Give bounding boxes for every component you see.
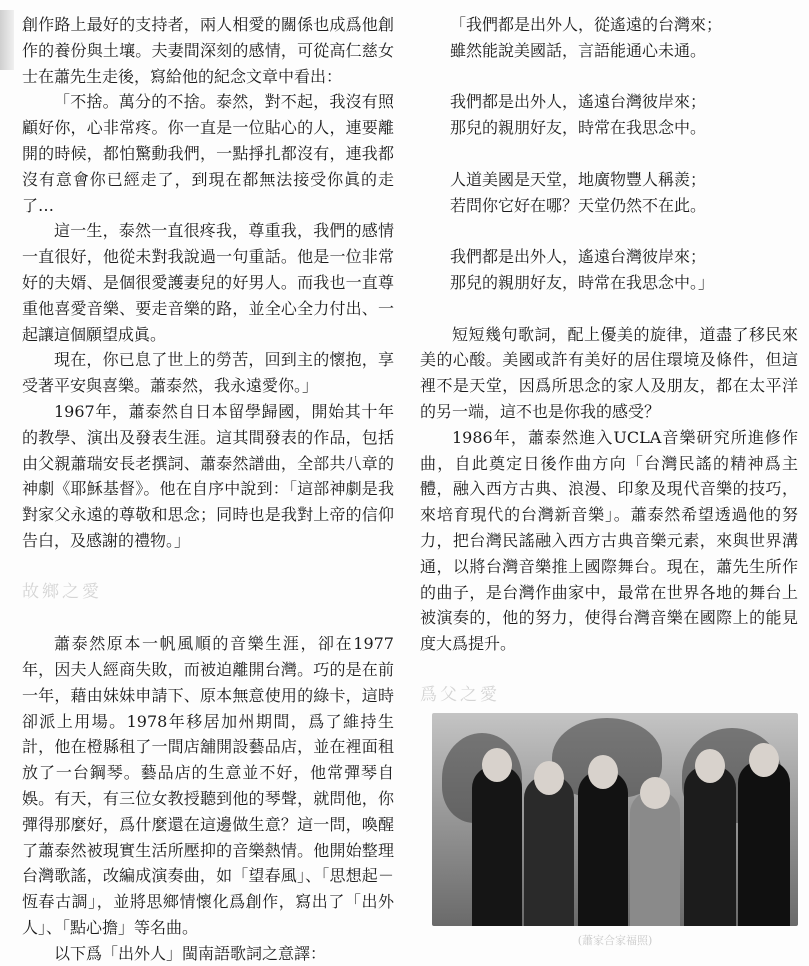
spacer <box>450 218 798 244</box>
photo-person <box>630 791 680 926</box>
quote-memorial-1: 「不捨。萬分的不捨。泰然，對不起，我沒有照顧好你，心非常疼。你一直是一位貼心的人，連要離開的時候，都怕驚動我們，一點掙扎都沒有，連我都沒有意會你已經走了，到現在都無法接受你眞的走了… <box>22 92 394 215</box>
paragraph-1977: 蕭泰然原本一帆風順的音樂生涯，卻在1977年，因夫人經商失敗，而被迫離開台灣。巧的是在前一年，藉由妹妹申請下、原本無意使用的綠卡，這時卻派上用場。1978年移居加州期間，爲了維持生計，他在橙縣租了一間店舖開設藝品店，並在裡面租放了一台鋼琴。藝品店的生意並不好，他常彈琴自娛。有天，有三位女教授聽到他的琴聲，就問他，你彈得那麼好，爲什麼還在這邊做生意？這一問，喚醒了蕭泰然被現實生活所壓抑的音樂熱情。他開始整理台灣歌謠，改編成演奏曲，如「望春風」、「思想起－恆春古調」，並將思鄉情懷化爲創作，寫出了「出外人」、「點心擔」等名曲。 <box>22 634 394 937</box>
photo-face <box>640 777 670 809</box>
lyric-line: 「我們都是出外人，從遙遠的台灣來； <box>450 15 723 34</box>
right-column <box>420 12 798 947</box>
paragraph-lyrics-commentary: 短短幾句歌詞，配上優美的旋律，道盡了移民來美的心酸。美國或許有美好的居住環境及條件，但這裡不是天堂，因爲所思念的家人及朋友，都在太平洋的另一端，這不也是你我的感受？ <box>420 324 798 421</box>
photo-face <box>534 761 564 795</box>
photo-face <box>482 748 512 782</box>
section-title-hometown: 故鄉之愛 <box>22 581 102 602</box>
quote-memorial-3: 現在，你已息了世上的勞苦，回到主的懷抱，享受著平安與喜樂。蕭泰然，我永遠愛你。」 <box>22 350 394 396</box>
photo-person <box>524 776 574 926</box>
family-photo <box>432 713 798 926</box>
left-column <box>22 12 394 966</box>
lyric-line: 人道美國是天堂，地廣物豐人稱羨； <box>450 169 707 189</box>
photo-person <box>738 761 790 926</box>
quote-memorial-2: 這一生，泰然一直很疼我，尊重我，我們的感情一直很好，他從未對我說過一句重話。他是一位非常好的夫婿、是個很愛護妻兒的好男人。而我也一直尊重他喜愛音樂、要走音樂的路，並全心全力付出、一起讓這個願望成眞。 <box>22 221 394 344</box>
photo-person <box>578 771 628 926</box>
lyric-line: 我們都是出外人，遙遠台灣彼岸來； <box>450 247 707 267</box>
photo-person <box>684 766 736 926</box>
photo-person <box>472 766 522 926</box>
photo-face <box>749 743 779 777</box>
paragraph-lyrics-intro: 以下爲「出外人」閩南語歌詞之意譯： <box>54 943 327 963</box>
lyric-line: 我們都是出外人，遙遠台灣彼岸來； <box>450 92 707 112</box>
lyrics-block <box>420 12 798 296</box>
spacer <box>22 554 394 580</box>
paragraph-support: 創作路上最好的支持者，兩人相愛的關係也成爲他創作的養份與土壤。夫妻間深刻的感情，可從高仁慈女士在蕭先生走後，寫給他的紀念文章中看出： <box>22 15 394 86</box>
spacer <box>420 657 798 683</box>
section-title-father: 爲父之愛 <box>420 684 500 705</box>
spacer <box>22 605 394 631</box>
spacer <box>450 141 798 167</box>
spacer <box>450 64 798 90</box>
lyric-line: 若問你它好在哪？天堂仍然不在此。 <box>450 195 707 215</box>
photo-face <box>695 749 725 783</box>
photo-caption: (蕭家合家福照) <box>577 933 653 947</box>
lyric-line: 那兒的親朋好友，時常在我思念中。」 <box>450 272 715 292</box>
family-photo-frame <box>432 713 798 947</box>
page-edge-shadow <box>0 10 14 70</box>
lyric-line: 雖然能說美國話，言語能通心未通。 <box>450 40 707 60</box>
paragraph-1986: 1986年，蕭泰然進入UCLA音樂研究所進修作曲，自此奠定日後作曲方向「台灣民謠的精神爲主體，融入西方古典、浪漫、印象及現代音樂的技巧，來培育現代的台灣新音樂」。蕭泰然希望透過他的努力，把台灣民謠融入西方古典音樂元素，來與世界溝通，以將台灣音樂推上國際舞台。現在，蕭先生所作的曲子，是台灣作曲家中，最常在世界各地的舞台上被演奏的，他的努力，使得台灣音樂在國際上的能見度大爲提升。 <box>420 427 798 654</box>
paragraph-1967: 1967年，蕭泰然自日本留學歸國，開始其十年的教學、演出及發表生涯。這其間發表的作品，包括由父親蕭瑞安長老撰詞、蕭泰然譜曲，全部共八章的神劇《耶穌基督》。他在自序中說到：「這部神劇是我對家父永遠的尊敬和思念；同時也是我對上帝的信仰告白，及感謝的禮物。」 <box>22 401 394 550</box>
photo-face <box>588 755 618 789</box>
lyric-line: 那兒的親朋好友，時常在我思念中。 <box>450 118 707 138</box>
spacer <box>420 296 798 322</box>
